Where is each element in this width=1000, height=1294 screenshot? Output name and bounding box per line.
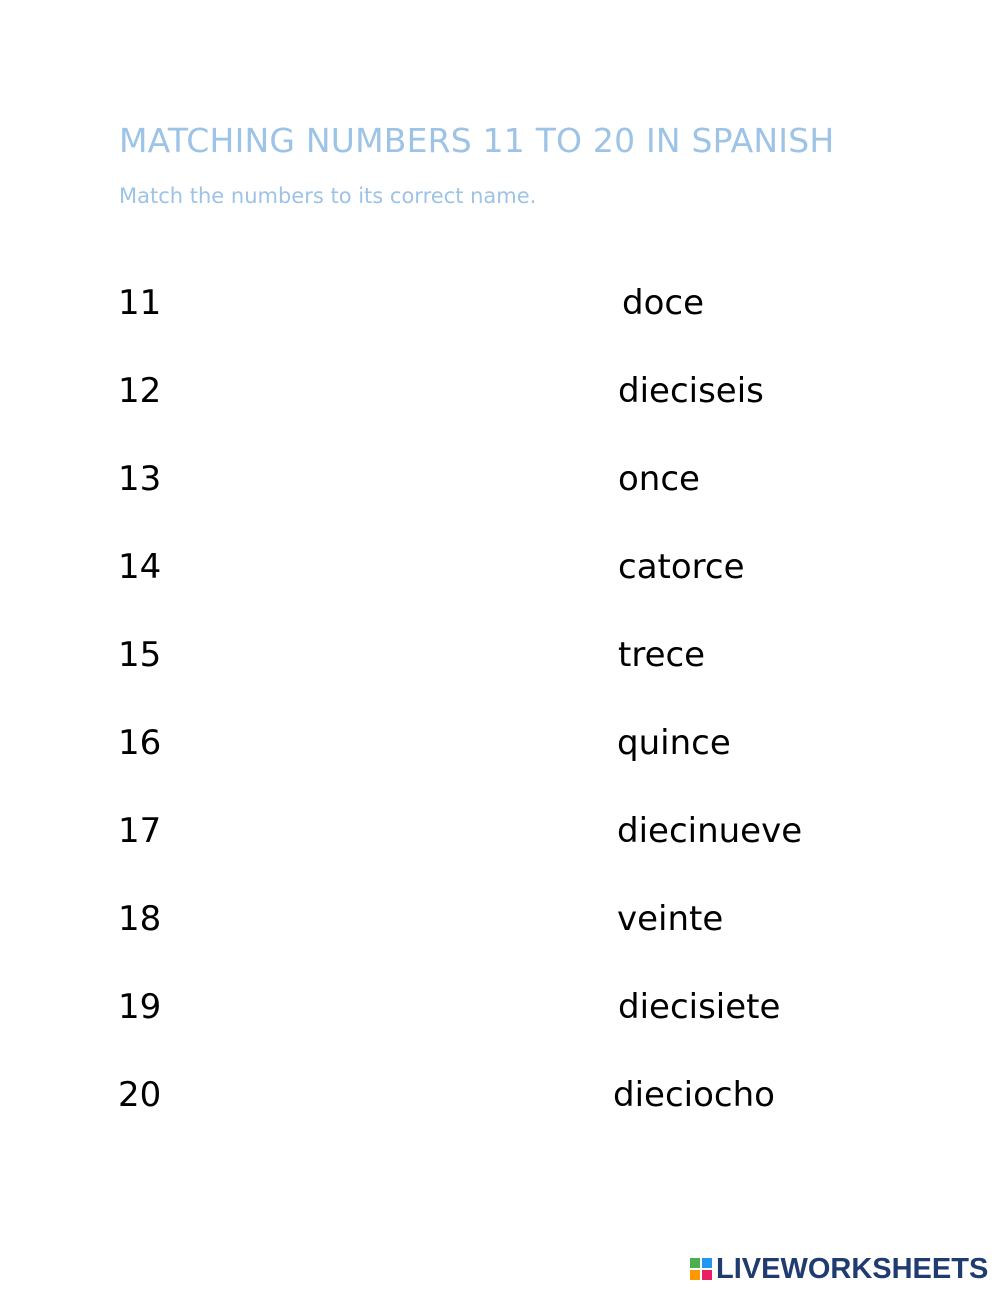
number-item[interactable]: 20 xyxy=(118,1075,162,1115)
word-item[interactable]: diecinueve xyxy=(617,811,803,851)
word-item[interactable]: dieciseis xyxy=(618,371,764,411)
word-item[interactable]: trece xyxy=(618,635,706,675)
word-item[interactable]: veinte xyxy=(617,899,724,939)
number-item[interactable]: 14 xyxy=(118,547,162,587)
word-item[interactable]: catorce xyxy=(618,547,745,587)
number-item[interactable]: 15 xyxy=(118,635,162,675)
number-item[interactable]: 16 xyxy=(118,723,162,763)
number-item[interactable]: 13 xyxy=(118,459,162,499)
word-item[interactable]: once xyxy=(618,459,700,499)
liveworksheets-brand: LIVEWORKSHEETS xyxy=(716,1252,989,1285)
liveworksheets-logo xyxy=(690,1252,988,1286)
worksheet-title: MATCHING NUMBERS 11 TO 20 IN SPANISH xyxy=(119,121,835,160)
number-item[interactable]: 12 xyxy=(118,371,162,411)
number-item[interactable]: 18 xyxy=(118,899,162,939)
worksheet-instructions: Match the numbers to its correct name. xyxy=(119,184,537,208)
word-item[interactable]: diecisiete xyxy=(618,987,781,1027)
word-item[interactable]: quince xyxy=(617,723,731,763)
number-item[interactable]: 19 xyxy=(118,987,162,1027)
word-item[interactable]: doce xyxy=(622,283,704,323)
word-item[interactable]: dieciocho xyxy=(613,1075,775,1115)
number-item[interactable]: 11 xyxy=(118,283,162,323)
number-item[interactable]: 17 xyxy=(118,811,162,851)
liveworksheets-logo-icon xyxy=(690,1258,712,1280)
